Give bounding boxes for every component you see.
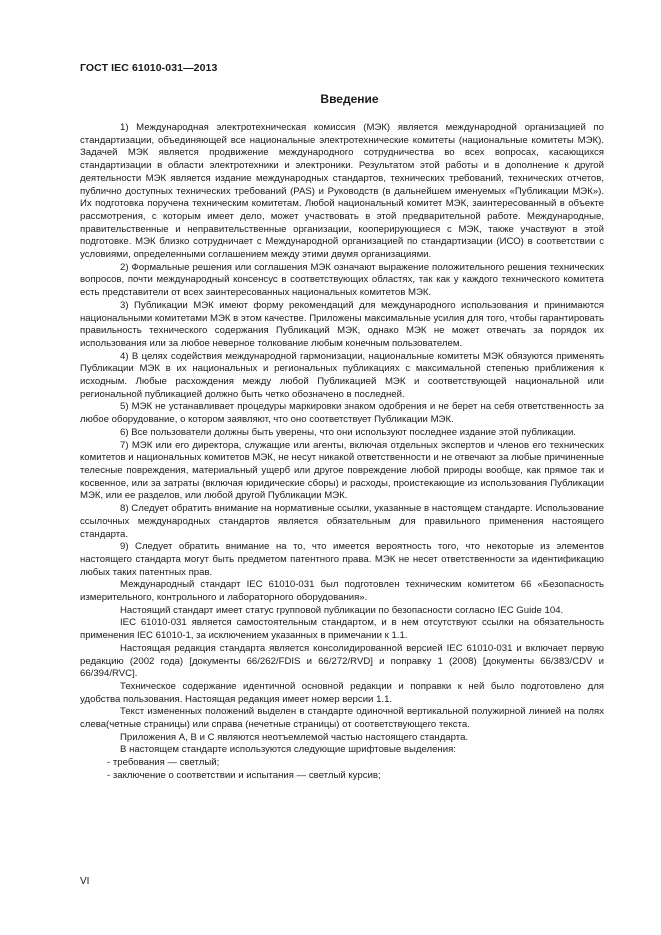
body-text [80,122,604,783]
list-item-requirements: - требования — светлый; [107,757,220,769]
page-number: VI [80,876,90,887]
paragraph-4: 4) В целях содействия международной гармонизации, национальные комитеты МЭК обязуются применять Публикации МЭК в их национальных и региональных публикациях с максимальной степенью приближения к исходным. Любые расхождения между любой Публикацией МЭК и соответствующей национальной или региональной публикацией должно быть четко обозначено в последней. [80,350,604,400]
paragraph-7: 7) МЭК или его директора, служащие или агенты, включая отдельных экспертов и членов его технических комитетов и национальных комитетов МЭК, не несут никакой ответственности и не отвечают за любые причиненные телесные повреждения, материальный ущерб или другое повреждение любой природы вообще, как прямое так и косвенное, или за затраты (включая юридические сборы) и расходы, проистекающие из использования Публикации МЭК, или ее разделов, или любой другой Публикации МЭК. [80,439,604,502]
paragraph-9: 9) Следует обратить внимание на то, что имеется вероятность того, что некоторые из элементов настоящего стандарта могут быть предметом патентного права. МЭК не несет ответственности за идентификацию любых таких патентных прав. [80,541,604,578]
paragraph-8: 8) Следует обратить внимание на нормативные ссылки, указанные в настоящем стандарте. Использование ссылочных международных стандартов является обязательным для правильного применения настоящего стандарта. [80,503,604,540]
paragraph-1: 1) Международная электротехническая комиссия (МЭК) является международной организацией по стандартизации, объединяющей все национальные электротехнические комитеты (национальные комитеты МЭК). Задачей МЭК является продвижение международного сотрудничества во всех вопросах, касающихся стандартизации в области электротехники и электроники. Результатом этой работы и в дополнение к другой деятельности МЭК является издание международных стандартов, технических требований, технических отчетов, публично доступных технических требований (PAS) и Руководств (в дальнейшем именуемых «Публикации МЭК»). Их подготовка поручена техническим комитетам. Любой национальный комитет МЭК, заинтересованный в объекте рассмотрения, с которым имеет дело, может участвовать в этой предварительной работе. Международные, правительственные и неправительственные организации, кооперирующиеся с МЭК, также участвуют в этой подготовке. МЭК близко сотрудничает с Международной организацией по стандартизации (ИСО) в соответствии с условиями, определенными соглашением между этими двумя организациями. [80,122,604,261]
paragraph-technical-content: Техническое содержание идентичной основной редакции и поправки к ней было подготовлено для удобства пользования. Настоящая редакция имеет номер версии 1.1. [80,680,604,705]
paragraph-2: 2) Формальные решения или соглашения МЭК означают выражение положительного решения технических вопросов, почти международный консенсус в соответствующих областях, так как у каждого технического комитета есть представители от всех заинтересованных национальных комитетов МЭК. [80,261,604,299]
paragraph-edition: Настоящая редакция стандарта является консолидированной версией IEC 61010-031 и включает первую редакцию (2002 года) [документы 66/262/FDIS и 66/272/RVD] и поправку 1 (2008) [документы 66/383/CDV и 66/394/RVC]. [80,642,604,680]
list-item-compliance: - заключение о соответствии и испытания — светлый курсив; [107,769,381,781]
paragraph-committee: Международный стандарт IEC 61010-031 был подготовлен техническим комитетом 66 «Безопасность измерительного, контрольного и лабораторного оборудования». [80,579,604,604]
paragraph-standalone: IEC 61010-031 является самостоятельным стандартом, и в нем отсутствуют ссылки на обязательность применения IEC 61010-1, за исключением указанных в примечании к 1.1. [80,617,604,642]
paragraph-fonts: В настоящем стандарте используются следующие шрифтовые выделения: [120,744,456,756]
section-title: Введение [320,92,379,106]
paragraph-annexes: Приложения А, В и С являются неотъемлемой частью настоящего стандарта. [120,731,469,743]
paragraph-5: 5) МЭК не устанавливает процедуры маркировки знаком одобрения и не берет на себя ответственность за любое оборудование, о котором заявляют, что оно соответствует Публикации МЭК. [80,401,604,426]
paragraph-changed-text: Текст измененных положений выделен в стандарте одиночной вертикальной полужирной линией на полях слева(четные страницы) или справа (нечетные страницы) от соответствующего текста. [80,706,604,731]
paragraph-status: Настоящий стандарт имеет статус групповой публикации по безопасности согласно IEC Guide 104. [120,604,564,616]
paragraph-6: 6) Все пользователи должны быть уверены, что они используют последнее издание этой публикации. [120,426,576,438]
paragraph-3: 3) Публикации МЭК имеют форму рекомендаций для международного использования и принимаются национальными комитетами МЭК в этом качестве. Приложены максимальные усилия для того, чтобы гарантировать правильность технического содержания Публикаций МЭК, однако МЭК не может отвечать за порядок их использования или за любое неверное толкование любым конечным пользователем. [80,299,604,349]
running-header: ГОСТ IEC 61010-031—2013 [80,62,218,74]
